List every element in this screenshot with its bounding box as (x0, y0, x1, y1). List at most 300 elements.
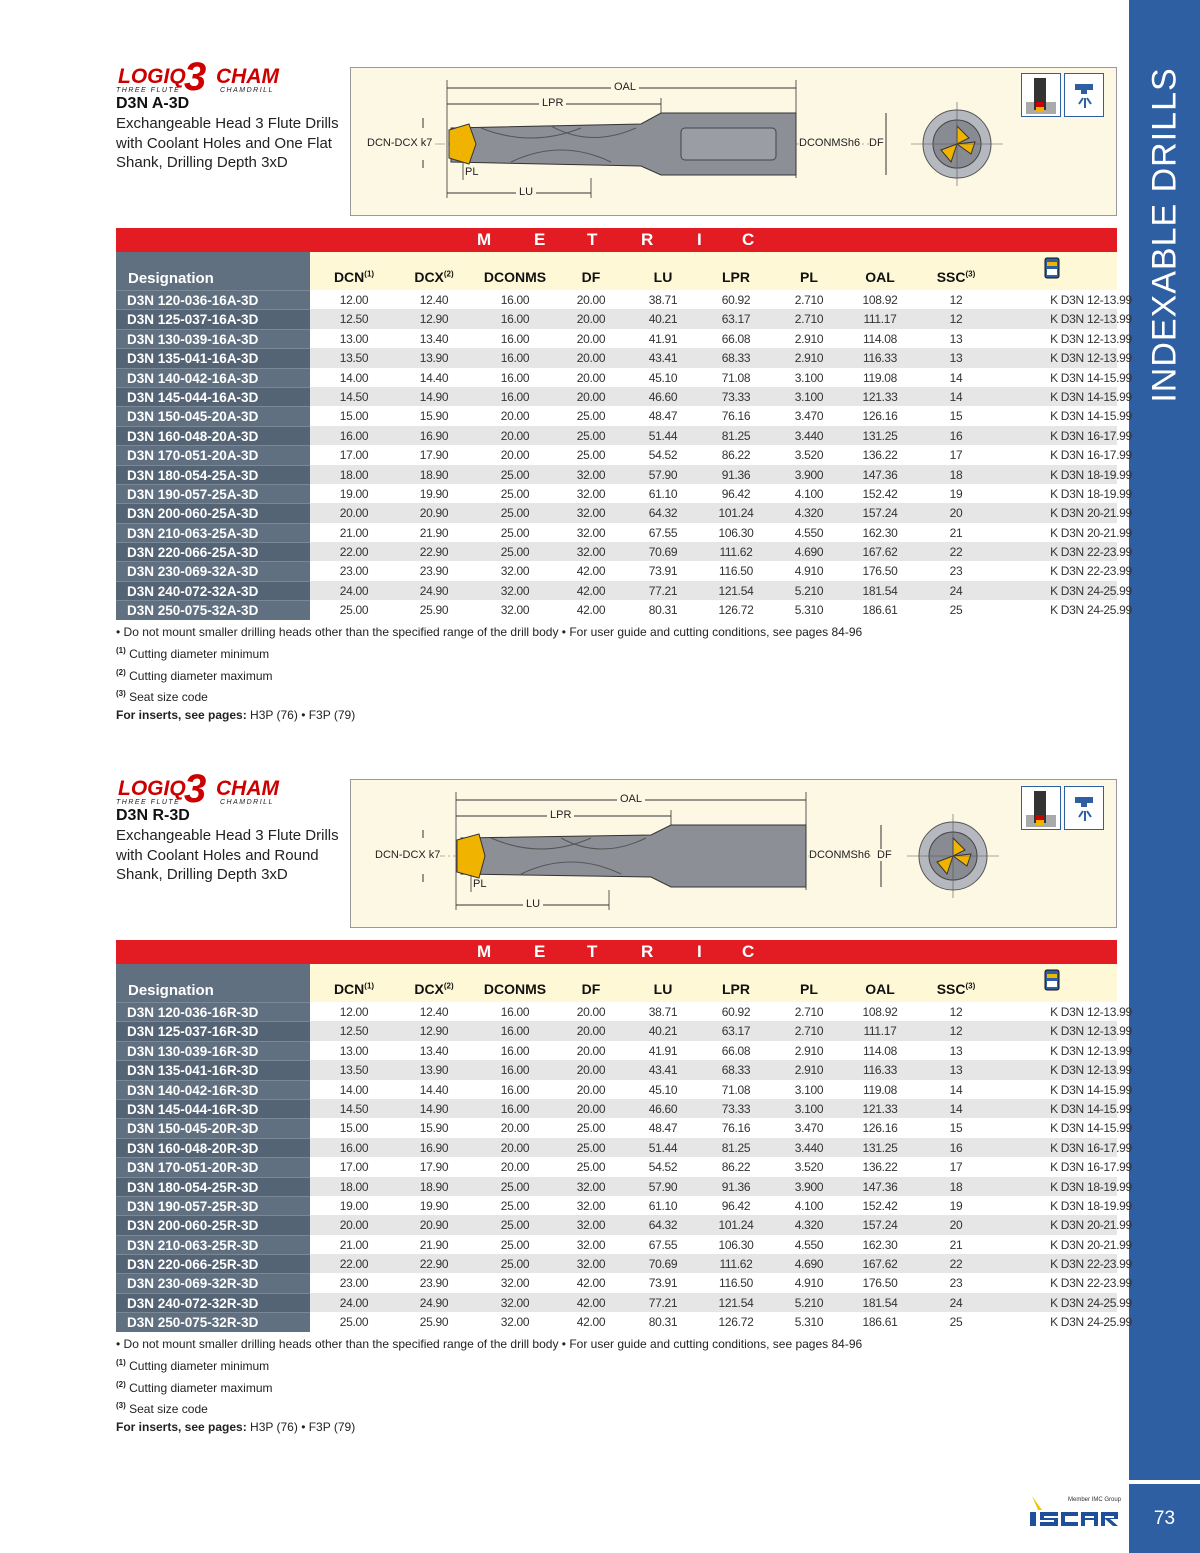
table-row (116, 1293, 1132, 1312)
table-cell: 12.50 (339, 1024, 369, 1039)
table-row (116, 465, 1132, 484)
product-title: D3N A-3D (116, 95, 190, 112)
table-cell: 13 (949, 351, 963, 366)
table-cell: 25.90 (419, 1315, 449, 1330)
table-cell: 16.00 (500, 1101, 530, 1116)
designation-cell: D3N 160-048-20R-3D (116, 1138, 310, 1157)
label-lpr: LPR (547, 809, 574, 821)
table-cell: 32.00 (576, 1198, 606, 1213)
table-cell: 25.00 (576, 1160, 606, 1175)
table-row (116, 329, 1132, 348)
table-cell: 24.00 (339, 1295, 369, 1310)
table-cell: 20.00 (576, 370, 606, 385)
note-bullet: • Do not mount smaller drilling heads other than the specified range of the drill body • For user guide and cutting conditions, see pages 84-96 (116, 625, 863, 639)
table-cell: 20.00 (500, 448, 530, 463)
table-cell: 60.92 (721, 293, 751, 307)
table-cell: 25.00 (576, 409, 606, 424)
label-oal: OAL (611, 81, 639, 93)
table-cell: 25.00 (500, 1237, 530, 1252)
table-cell: 71.08 (721, 1082, 751, 1097)
col-header-lu: LU (653, 269, 673, 285)
table-cell: 16.00 (339, 1140, 369, 1155)
table-cell: 16.00 (500, 1082, 530, 1097)
table-cell: 68.33 (721, 1063, 751, 1078)
table-cell: 147.36 (862, 1179, 898, 1194)
table-cell: 81.25 (721, 1140, 751, 1155)
table-cell: 40.21 (648, 1024, 678, 1039)
table-cell: 32.00 (576, 545, 606, 560)
label-pl: PL (473, 878, 487, 890)
table-cell: 48.47 (648, 409, 678, 424)
table-cell: 20.00 (576, 1101, 606, 1116)
table-cell: 23 (949, 1276, 963, 1291)
table-cell: 32.00 (576, 1237, 606, 1252)
col-header-dcx: DCX$^{(2)}$ (414, 981, 454, 997)
designation-cell: D3N 200-060-25R-3D (116, 1215, 310, 1234)
table-cell: 116.33 (862, 351, 897, 366)
table-cell: 20.00 (576, 389, 606, 404)
table-cell: 13 (949, 1043, 963, 1058)
table-cell: 67.55 (648, 1237, 678, 1252)
col-header-oal: OAL (865, 269, 895, 285)
table-cell: 106.30 (718, 1237, 754, 1252)
label-oal: OAL (617, 793, 645, 805)
logo-sub-right: CHAMDRILL (220, 799, 274, 806)
table-cell: 119.08 (862, 1082, 897, 1097)
table-cell: 126.72 (718, 1315, 754, 1330)
table-row (116, 484, 1132, 503)
col-header-dcn: DCN$^{(1)}$ (333, 981, 375, 997)
table-cell: 12.40 (419, 1005, 449, 1019)
table-cell: 121.54 (718, 583, 754, 598)
product-title: D3N R-3D (116, 807, 190, 824)
table-cell: K D3N 12-13.99 (1050, 1005, 1132, 1019)
table-cell: 32.00 (576, 1257, 606, 1272)
table-cell: 70.69 (648, 1257, 678, 1272)
table-row (116, 1021, 1132, 1040)
table-cell: 42.00 (576, 564, 606, 579)
table-cell: K D3N 20-21.99 (1050, 1237, 1132, 1252)
designation-cell: D3N 240-072-32A-3D (116, 581, 310, 600)
table-cell: 13.40 (419, 1043, 449, 1058)
designation-cell: D3N 145-044-16A-3D (116, 387, 310, 406)
table-cell: 91.36 (721, 1179, 751, 1194)
table-cell: 22.90 (419, 545, 449, 560)
table-cell: 101.24 (718, 1218, 754, 1233)
table-cell: 77.21 (648, 1295, 678, 1310)
table-cell: 57.90 (648, 467, 678, 482)
label-df: DF (877, 849, 892, 861)
table-cell: K D3N 22-23.99 (1050, 545, 1132, 560)
table-cell: 116.33 (862, 1063, 897, 1078)
table-cell: 12 (949, 1024, 963, 1039)
table-cell: 40.21 (648, 312, 678, 327)
table-cell: 68.33 (721, 351, 751, 366)
table-cell: 13.00 (339, 331, 369, 346)
table-cell: 20.00 (576, 1063, 606, 1078)
table-cell: 12.50 (339, 312, 369, 327)
table-cell: K D3N 22-23.99 (1050, 564, 1132, 579)
table-cell: 12 (949, 312, 963, 327)
table-cell: 25.00 (576, 448, 606, 463)
tool-holder-icon (1021, 786, 1061, 830)
designation-cell: D3N 220-066-25R-3D (116, 1254, 310, 1273)
table-cell: 114.08 (862, 331, 897, 346)
table-cell: 3.100 (794, 370, 824, 385)
table-cell: 2.910 (794, 331, 824, 346)
designation-cell: D3N 125-037-16A-3D (116, 309, 310, 328)
table-cell: 42.00 (576, 583, 606, 598)
table-cell: 3.470 (794, 409, 824, 424)
table-cell: 67.55 (648, 525, 678, 540)
technical-drawing (350, 67, 1117, 216)
table-cell: 16.00 (500, 1063, 530, 1078)
table-cell: 18.00 (339, 467, 369, 482)
table-cell: 131.25 (862, 1140, 898, 1155)
table-cell: 20.00 (576, 1043, 606, 1058)
page-number: 73 (1153, 1508, 1176, 1529)
table-cell: 19.90 (419, 1198, 449, 1213)
table-cell: 126.72 (718, 603, 754, 618)
table-cell: 13.50 (339, 1063, 369, 1078)
label-df: DF (869, 137, 884, 149)
table-cell: 157.24 (862, 506, 898, 521)
table-cell: K D3N 18-19.99 (1050, 486, 1132, 501)
table-cell: 21.00 (339, 525, 369, 540)
note-bullet: • Do not mount smaller drilling heads other than the specified range of the drill body • For user guide and cutting conditions, see pages 84-96 (116, 1337, 863, 1351)
table-cell: 61.10 (648, 486, 678, 501)
table-cell: K D3N 16-17.99 (1050, 448, 1132, 463)
table-cell: 116.50 (718, 1276, 753, 1291)
table-row (116, 1254, 1132, 1273)
table-cell: 23 (949, 564, 963, 579)
table-cell: K D3N 12-13.99 (1050, 351, 1132, 366)
table-cell: K D3N 14-15.99 (1050, 370, 1132, 385)
table-cell: 96.42 (721, 486, 751, 501)
table-cell: 25.00 (576, 428, 606, 443)
table-row (116, 1196, 1132, 1215)
table-cell: 13.40 (419, 331, 449, 346)
drill-drawing-icon (351, 780, 1118, 929)
table-cell: K D3N 12-13.99 (1050, 1063, 1132, 1078)
sidebar-title-text: INDEXABLE DRILLS (1145, 67, 1183, 403)
table-cell: 20 (949, 506, 963, 521)
table-cell: 5.210 (794, 583, 824, 598)
logo-sub-right: CHAMDRILL (220, 87, 274, 94)
table-cell: 12 (949, 293, 963, 307)
table-cell: 46.60 (648, 389, 678, 404)
table-cell: 20.00 (576, 331, 606, 346)
metric-letter: E (534, 942, 546, 961)
table-row (116, 1080, 1132, 1099)
table-cell: 16.00 (500, 312, 530, 327)
table-cell: 186.61 (862, 603, 898, 618)
table-cell: 73.33 (721, 389, 751, 404)
table-cell: 22 (949, 545, 963, 560)
iscar-logo-icon (1028, 1492, 1120, 1532)
table-cell: 3.900 (794, 467, 824, 482)
table-cell: 176.50 (862, 564, 898, 579)
metric-letter: R (641, 230, 654, 249)
table-cell: 19 (949, 486, 963, 501)
note-3: $^{(3)}$ Seat size code (116, 1401, 208, 1417)
table-cell: 4.100 (794, 1198, 824, 1213)
table-cell: 167.62 (862, 1257, 898, 1272)
table-cell: 25 (949, 603, 963, 618)
table-cell: K D3N 12-13.99 (1050, 293, 1132, 307)
table-row (116, 523, 1132, 542)
table-cell: 32.00 (576, 1179, 606, 1194)
logo-sub-left: THREE FLUTE (116, 799, 181, 806)
label-dcn-dcx: DCN-DCX k7 (367, 137, 433, 149)
table-cell: 13.00 (339, 1043, 369, 1058)
table-row (116, 1041, 1132, 1060)
table-cell: 16.00 (500, 389, 530, 404)
table-cell: 20.00 (500, 1121, 530, 1136)
label-dconms: DCONMSh6 (809, 849, 871, 861)
designation-cell: D3N 130-039-16R-3D (116, 1041, 310, 1060)
table-cell: 71.08 (721, 370, 751, 385)
designation-cell: D3N 150-045-20R-3D (116, 1118, 310, 1137)
table-cell: 18.00 (339, 1179, 369, 1194)
table-cell: K D3N 16-17.99 (1050, 1140, 1132, 1155)
table-cell: K D3N 16-17.99 (1050, 1160, 1132, 1175)
table-cell: 51.44 (648, 1140, 678, 1155)
table-header (116, 964, 1117, 1002)
insert-pack-icon (1044, 257, 1060, 279)
designation-cell: D3N 250-075-32R-3D (116, 1312, 310, 1331)
table-cell: 45.10 (648, 1082, 678, 1097)
table-cell: 38.71 (648, 293, 678, 307)
table-cell: 121.54 (718, 1295, 754, 1310)
table-row (116, 1138, 1132, 1157)
metric-letter: R (641, 942, 654, 961)
svg-text:CHAM: CHAM (216, 65, 279, 88)
table-cell: 64.32 (648, 1218, 678, 1233)
table-row (116, 426, 1132, 445)
designation-cell: D3N 200-060-25A-3D (116, 503, 310, 522)
table-cell: 14 (949, 1082, 963, 1097)
table-cell: 20.00 (576, 1082, 606, 1097)
table-cell: 181.54 (862, 583, 898, 598)
table-row (116, 1099, 1132, 1118)
table-cell: 21 (949, 525, 963, 540)
designation-cell: D3N 125-037-16R-3D (116, 1021, 310, 1040)
table-cell: 17.90 (419, 1160, 449, 1175)
table-cell: 20.00 (576, 293, 606, 307)
table-cell: 19.00 (339, 486, 369, 501)
table-cell: K D3N 12-13.99 (1050, 331, 1132, 346)
table-cell: 16.00 (339, 428, 369, 443)
designation-cell: D3N 190-057-25R-3D (116, 1196, 310, 1215)
col-header-df: DF (581, 981, 601, 997)
table-cell: 4.550 (794, 1237, 824, 1252)
table-cell: K D3N 22-23.99 (1050, 1257, 1132, 1272)
table-row (116, 600, 1132, 619)
table-cell: 63.17 (721, 1024, 751, 1039)
table-cell: 24.90 (419, 583, 449, 598)
note-2: $^{(2)}$ Cutting diameter maximum (116, 667, 273, 683)
table-cell: 86.22 (721, 1160, 751, 1175)
table-cell: 24 (949, 1295, 963, 1310)
table-cell: 3.520 (794, 448, 824, 463)
note-1: $^{(1)}$ Cutting diameter minimum (116, 645, 270, 661)
table-cell: 15 (949, 1121, 963, 1136)
table-cell: 38.71 (648, 1005, 678, 1019)
table-row (116, 1177, 1132, 1196)
table-cell: 20.00 (576, 312, 606, 327)
table-cell: 32.00 (576, 486, 606, 501)
col-header-designation: Designation (116, 964, 310, 1002)
table-cell: 57.90 (648, 1179, 678, 1194)
table-cell: 152.42 (862, 486, 898, 501)
coolant-tap-icon (1064, 73, 1104, 117)
table-cell: 186.61 (862, 1315, 898, 1330)
table-cell: 54.52 (648, 448, 678, 463)
designation-cell: D3N 120-036-16R-3D (116, 1002, 310, 1021)
table-cell: 16.00 (500, 1043, 530, 1058)
table-cell: 80.31 (648, 1315, 678, 1330)
table-cell: K D3N 12-13.99 (1050, 1043, 1132, 1058)
table-cell: 15 (949, 409, 963, 424)
designation-cell: D3N 230-069-32R-3D (116, 1273, 310, 1292)
table-cell: 126.16 (862, 1121, 898, 1136)
table-cell: 41.91 (648, 1043, 678, 1058)
table-cell: 32.00 (576, 525, 606, 540)
designation-cell: D3N 140-042-16R-3D (116, 1080, 310, 1099)
table-cell: 21.90 (419, 1237, 449, 1252)
table-cell: 116.50 (718, 564, 753, 579)
table-cell: 18.90 (419, 467, 449, 482)
col-header-df: DF (581, 269, 601, 285)
table-cell: 15.90 (419, 1121, 449, 1136)
table-cell: 76.16 (721, 409, 751, 424)
label-lu: LU (523, 898, 543, 910)
table-cell: 23.90 (419, 564, 449, 579)
col-header-dconms: DCONMS (483, 269, 547, 285)
table-cell: 16 (949, 428, 963, 443)
table-row (116, 1060, 1132, 1079)
svg-text:CHAM: CHAM (216, 777, 279, 800)
coolant-tap-icon (1064, 786, 1104, 830)
table-row (116, 387, 1132, 406)
table-cell: 25.00 (500, 525, 530, 540)
designation-cell: D3N 170-051-20R-3D (116, 1157, 310, 1176)
table-cell: 5.210 (794, 1295, 824, 1310)
table-cell: K D3N 12-13.99 (1050, 312, 1132, 327)
table-cell: 3.520 (794, 1160, 824, 1175)
table-cell: 121.33 (862, 1101, 898, 1116)
table-cell: 14.00 (339, 1082, 369, 1097)
designation-cell: D3N 240-072-32R-3D (116, 1293, 310, 1312)
table-cell: 162.30 (862, 1237, 898, 1252)
col-header-ssc: SSC$^{(3)}$ (936, 981, 976, 997)
designation-cell: D3N 145-044-16R-3D (116, 1099, 310, 1118)
table-cell: 77.21 (648, 583, 678, 598)
designation-cell: D3N 220-066-25A-3D (116, 542, 310, 561)
insert-pack-icon (1044, 969, 1060, 991)
table-cell: 24 (949, 583, 963, 598)
designation-cell: D3N 180-054-25R-3D (116, 1177, 310, 1196)
table-cell: 14.90 (419, 1101, 449, 1116)
table-row (116, 1157, 1132, 1176)
col-header-designation: Designation (116, 252, 310, 290)
table-cell: 16.90 (419, 428, 449, 443)
table-cell: 19.90 (419, 486, 449, 501)
table-cell: 4.690 (794, 545, 824, 560)
table-cell: 20.00 (500, 428, 530, 443)
table-cell: K D3N 14-15.99 (1050, 1121, 1132, 1136)
table-cell: 32.00 (500, 1315, 530, 1330)
table-cell: 136.22 (862, 1160, 898, 1175)
table-cell: 13 (949, 1063, 963, 1078)
table-cell: 23.00 (339, 564, 369, 579)
table-notes (116, 624, 862, 725)
table-cell: K D3N 22-23.99 (1050, 1276, 1132, 1291)
table-cell: 32.00 (500, 583, 530, 598)
table-cell: 3.470 (794, 1121, 824, 1136)
table-cell: 17 (949, 448, 963, 463)
metric-letter: T (587, 230, 598, 249)
technical-drawing (350, 779, 1117, 928)
table-cell: 25.00 (576, 1121, 606, 1136)
table-cell: 24.90 (419, 1295, 449, 1310)
table-cell: 51.44 (648, 428, 678, 443)
table-cell: 3.100 (794, 389, 824, 404)
table-cell: 136.22 (862, 448, 898, 463)
table-cell: 14.40 (419, 1082, 449, 1097)
table-cell: 4.550 (794, 525, 824, 540)
table-cell: 45.10 (648, 370, 678, 385)
table-cell: 22 (949, 1257, 963, 1272)
table-cell: 108.92 (862, 1005, 898, 1019)
table-cell: 106.30 (718, 525, 754, 540)
table-row (116, 503, 1132, 522)
table-cell: 96.42 (721, 1198, 751, 1213)
designation-cell: D3N 180-054-25A-3D (116, 465, 310, 484)
table-row (116, 1273, 1132, 1292)
table-cell: 23.90 (419, 1276, 449, 1291)
table-cell: 16.00 (500, 351, 530, 366)
table-cell: 25.00 (500, 1218, 530, 1233)
table-row (116, 368, 1132, 387)
table-cell: 2.910 (794, 351, 824, 366)
col-header-lpr: LPR (722, 269, 750, 285)
table-cell: 73.91 (648, 564, 678, 579)
svg-text:LOGIQ: LOGIQ (118, 65, 186, 88)
metric-header-bar (116, 228, 1117, 252)
table-cell: 147.36 (862, 467, 898, 482)
table-cell: 121.33 (862, 389, 898, 404)
member-imc-text: Member IMC Group (1068, 1497, 1122, 1503)
table-cell: 18.90 (419, 1179, 449, 1194)
designation-cell: D3N 160-048-20A-3D (116, 426, 310, 445)
table-cell: 20 (949, 1218, 963, 1233)
inserts-reference: For inserts, see pages: H3P (76) • F3P (79) (116, 1420, 356, 1435)
logo-sub-left: THREE FLUTE (116, 87, 181, 94)
table-cell: 16.00 (500, 370, 530, 385)
table-cell: 22.00 (339, 545, 369, 560)
table-cell: 21 (949, 1237, 963, 1252)
table-cell: 32.00 (500, 603, 530, 618)
table-cell: 42.00 (576, 1315, 606, 1330)
table-cell: 25.00 (339, 1315, 369, 1330)
table-cell: 114.08 (862, 1043, 897, 1058)
table-cell: 25.00 (500, 1179, 530, 1194)
table-cell: K D3N 18-19.99 (1050, 467, 1132, 482)
table-cell: 111.17 (863, 1024, 897, 1039)
table-cell: 32.00 (576, 506, 606, 521)
